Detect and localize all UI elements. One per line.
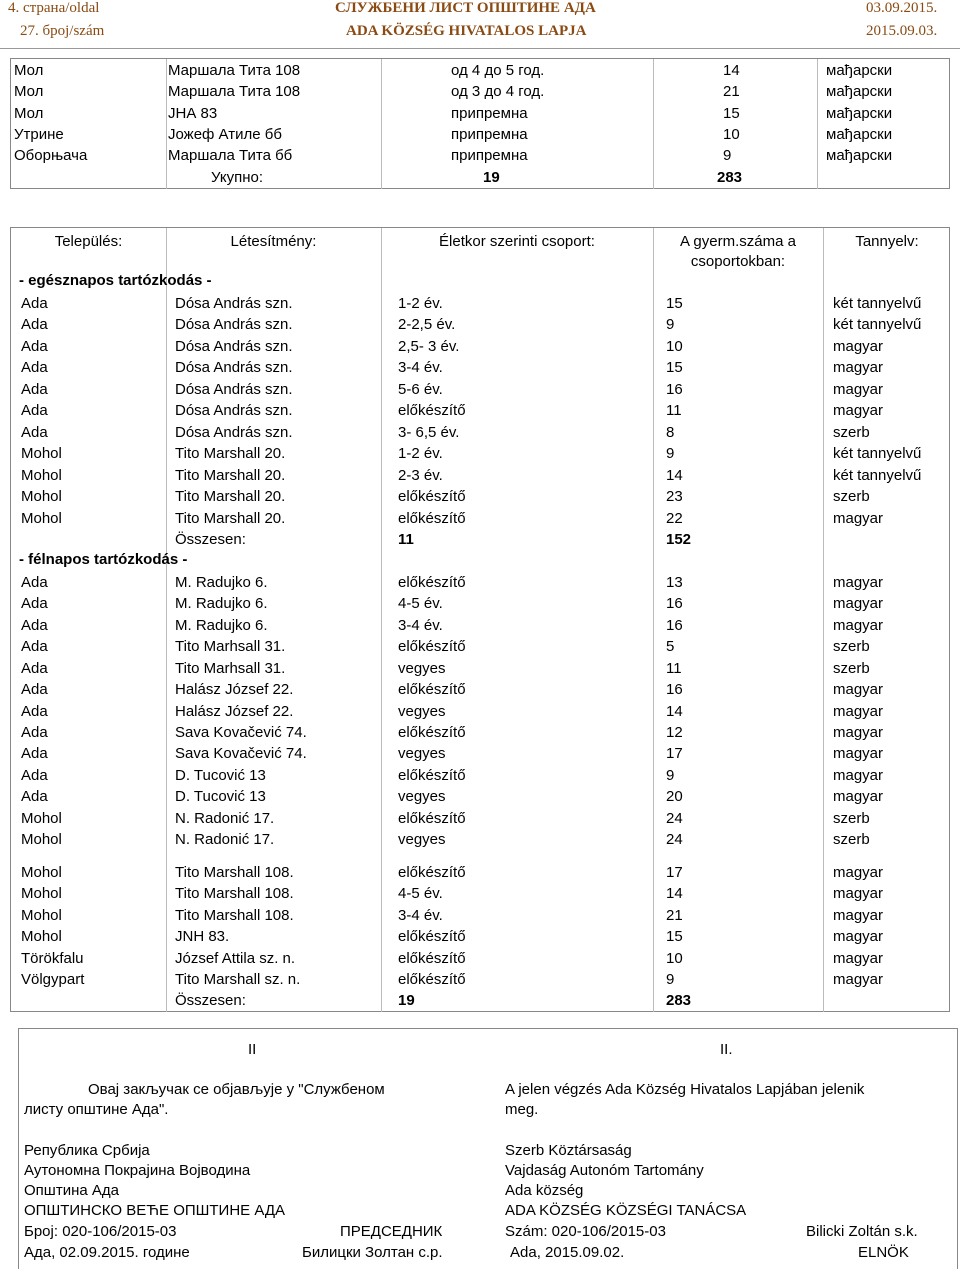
cell-child-count: 15 bbox=[666, 359, 683, 377]
cell-facility: D. Tucović 13 bbox=[175, 766, 266, 784]
cell-language: magyar bbox=[833, 402, 884, 420]
cell-place: Мол bbox=[14, 62, 44, 79]
cell-child-count: 9 bbox=[723, 147, 732, 165]
table-row bbox=[11, 443, 949, 464]
footer-left-line-1: Република Србија bbox=[24, 1142, 150, 1159]
cell-age-group: előkészítő bbox=[398, 970, 466, 988]
cell-place: Mohol bbox=[21, 885, 62, 903]
table-row bbox=[11, 829, 949, 850]
cell-facility: Halász József 22. bbox=[175, 702, 294, 720]
cell-place: Ada bbox=[21, 573, 48, 591]
cell-language: magyar bbox=[833, 906, 884, 924]
footer-left-para-line1: Овај закључак се објављује у "Службеном bbox=[88, 1081, 385, 1098]
cell-child-count: 11 bbox=[666, 402, 682, 420]
footer-left-number-line: Број: 020-106/2015-03 bbox=[24, 1223, 177, 1240]
cell-language: magyar bbox=[833, 702, 884, 720]
total-children: 152 bbox=[666, 530, 692, 548]
table-row bbox=[11, 145, 949, 166]
cell-age-group: előkészítő bbox=[398, 809, 466, 827]
cell-language: két tannyelvű bbox=[833, 295, 922, 312]
cell-child-count: 10 bbox=[723, 125, 740, 143]
footer-left-signature: Билицки Золтан с.р. bbox=[302, 1244, 443, 1261]
footer-right-para-line2: meg. bbox=[505, 1101, 539, 1118]
cell-age-group: 5-6 év. bbox=[398, 380, 443, 398]
table-row bbox=[11, 379, 949, 400]
cell-child-count: 15 bbox=[723, 104, 740, 122]
table-row bbox=[11, 572, 949, 593]
cell-age-group: 3- 6,5 év. bbox=[398, 423, 460, 441]
cell-language: magyar bbox=[833, 885, 884, 903]
cell-child-count: 14 bbox=[666, 466, 683, 484]
cell-child-count: 9 bbox=[666, 445, 675, 463]
cell-language: magyar bbox=[833, 745, 884, 763]
table-row bbox=[11, 400, 949, 421]
table-row bbox=[11, 743, 949, 764]
cell-child-count: 23 bbox=[666, 488, 683, 506]
footer-left-title: ПРЕДСЕДНИК bbox=[340, 1223, 443, 1240]
cell-language: мађарски bbox=[826, 104, 893, 122]
cell-place: Mohol bbox=[21, 863, 62, 881]
footer-left-number: II bbox=[248, 1041, 257, 1058]
cell-age-group: előkészítő bbox=[398, 488, 466, 506]
table-row bbox=[11, 465, 949, 486]
cell-place: Ada bbox=[21, 295, 48, 312]
cell-child-count: 5 bbox=[666, 638, 675, 656]
cell-age-group: előkészítő bbox=[398, 724, 466, 741]
cell-facility: Dósa András szn. bbox=[175, 359, 293, 377]
cell-facility: Halász József 22. bbox=[175, 681, 294, 699]
cell-place: Ada bbox=[21, 423, 48, 441]
cell-place: Ada bbox=[21, 402, 48, 420]
table-row bbox=[11, 786, 949, 807]
cell-child-count: 17 bbox=[666, 745, 683, 763]
cell-age-group: припремна bbox=[451, 104, 528, 122]
table-row bbox=[11, 124, 949, 145]
cell-language: magyar bbox=[833, 863, 884, 881]
cell-facility: Dósa András szn. bbox=[175, 316, 293, 334]
cell-child-count: 21 bbox=[666, 906, 683, 924]
cell-place: Ada bbox=[21, 380, 48, 398]
table-row bbox=[11, 60, 949, 81]
cell-language: magyar bbox=[833, 595, 884, 613]
cell-facility: Sava Kovačević 74. bbox=[175, 745, 307, 763]
cell-child-count: 9 bbox=[666, 766, 675, 784]
table-serbian bbox=[10, 58, 950, 189]
cell-age-group: 4-5 év. bbox=[398, 595, 443, 613]
cell-facility: Tito Marshall 108. bbox=[175, 885, 294, 903]
table-row bbox=[11, 808, 949, 829]
table-row bbox=[11, 636, 949, 657]
cell-child-count: 21 bbox=[723, 83, 740, 101]
cell-child-count: 10 bbox=[666, 949, 683, 967]
page-number: 4. страна/oldal bbox=[8, 0, 100, 16]
cell-facility: N. Radonić 17. bbox=[175, 809, 275, 827]
cell-place: Mohol bbox=[21, 509, 62, 527]
cell-child-count: 17 bbox=[666, 863, 683, 881]
footer-left-line-3: Општина Ада bbox=[24, 1182, 119, 1199]
cell-facility: Tito Marhsall 31. bbox=[175, 638, 286, 656]
cell-language: magyar bbox=[833, 359, 884, 377]
cell-age-group: vegyes bbox=[398, 745, 446, 763]
cell-facility: JNH 83. bbox=[175, 928, 230, 946]
table-row bbox=[11, 658, 949, 679]
journal-title-hungarian: ADA KÖZSÉG HIVATALOS LAPJA bbox=[346, 23, 587, 39]
cell-child-count: 16 bbox=[666, 595, 683, 613]
cell-language: szerb bbox=[833, 488, 870, 506]
cell-child-count: 16 bbox=[666, 380, 683, 398]
cell-place: Ada bbox=[21, 316, 48, 334]
cell-place: Mohol bbox=[21, 809, 62, 827]
final-total-row bbox=[11, 990, 949, 1011]
cell-place: Мол bbox=[14, 104, 44, 122]
cell-place: Ada bbox=[21, 681, 48, 699]
cell-age-group: előkészítő bbox=[398, 681, 466, 699]
table-row bbox=[11, 508, 949, 529]
date-serbian: 03.09.2015. bbox=[866, 0, 938, 16]
cell-language: мађарски bbox=[826, 125, 893, 143]
cell-age-group: előkészítő bbox=[398, 949, 466, 967]
total-label: Összesen: bbox=[175, 530, 246, 548]
footer-right-number-line: Szám: 020-106/2015-03 bbox=[505, 1223, 666, 1240]
cell-age-group: 1-2 év. bbox=[398, 295, 443, 312]
cell-place: Ada bbox=[21, 337, 48, 355]
cell-facility: Јожеф Атиле бб bbox=[168, 125, 282, 143]
cell-language: szerb bbox=[833, 831, 870, 849]
cell-place: Törökfalu bbox=[21, 949, 84, 967]
page-header bbox=[0, 0, 960, 49]
cell-child-count: 8 bbox=[666, 423, 675, 441]
footer-left-para-line2: листу општине Ада". bbox=[24, 1101, 169, 1118]
cell-place: Mohol bbox=[21, 466, 62, 484]
cell-facility: Sava Kovačević 74. bbox=[175, 724, 307, 741]
footer-right-date: Ada, 2015.09.02. bbox=[510, 1244, 625, 1261]
table-row bbox=[11, 357, 949, 378]
cell-place: Mohol bbox=[21, 906, 62, 924]
cell-place: Ada bbox=[21, 745, 48, 763]
total-label: Укупно: bbox=[211, 169, 264, 186]
total-label: Összesen: bbox=[175, 992, 246, 1010]
cell-child-count: 14 bbox=[666, 702, 683, 720]
cell-place: Утрине bbox=[14, 125, 64, 143]
cell-facility: Dósa András szn. bbox=[175, 337, 293, 355]
table-row bbox=[11, 81, 949, 102]
cell-language: két tannyelvű bbox=[833, 445, 922, 463]
cell-facility: Tito Marshall 20. bbox=[175, 445, 286, 463]
cell-age-group: előkészítő bbox=[398, 402, 466, 420]
cell-language: magyar bbox=[833, 949, 884, 967]
table-row bbox=[11, 969, 949, 990]
cell-language: magyar bbox=[833, 616, 884, 634]
cell-facility: M. Radujko 6. bbox=[175, 616, 268, 634]
header-child-count-line2: csoportokban: bbox=[690, 253, 786, 270]
cell-language: magyar bbox=[833, 766, 884, 784]
section-total-row bbox=[11, 529, 949, 550]
cell-child-count: 14 bbox=[666, 885, 683, 903]
header-language: Tannyelv: bbox=[855, 233, 919, 250]
cell-age-group: előkészítő bbox=[398, 928, 466, 946]
cell-facility: Маршала Тита 108 bbox=[168, 62, 301, 79]
table-row bbox=[11, 883, 949, 904]
cell-place: Mohol bbox=[21, 488, 62, 506]
footer-left-line-4: ОПШТИНСКО ВЕЋЕ ОПШТИНЕ АДА bbox=[24, 1202, 286, 1219]
cell-language: magyar bbox=[833, 928, 884, 946]
cell-place: Mohol bbox=[21, 445, 62, 463]
cell-facility: Dósa András szn. bbox=[175, 423, 293, 441]
cell-child-count: 24 bbox=[666, 831, 683, 849]
cell-place: Ada bbox=[21, 595, 48, 613]
cell-facility: N. Radonić 17. bbox=[175, 831, 275, 849]
cell-child-count: 9 bbox=[666, 316, 675, 334]
cell-child-count: 24 bbox=[666, 809, 683, 827]
cell-age-group: 3-4 év. bbox=[398, 616, 443, 634]
cell-facility: József Attila sz. n. bbox=[175, 949, 296, 967]
table-row bbox=[11, 862, 949, 883]
cell-language: szerb bbox=[833, 809, 870, 827]
cell-facility: Tito Marhsall 31. bbox=[175, 659, 286, 677]
footer-right-line-1: Szerb Köztársaság bbox=[505, 1142, 632, 1159]
cell-facility: Dósa András szn. bbox=[175, 380, 293, 398]
cell-age-group: előkészítő bbox=[398, 573, 466, 591]
cell-place: Ada bbox=[21, 788, 48, 806]
total-groups: 19 bbox=[483, 169, 500, 186]
cell-child-count: 15 bbox=[666, 928, 683, 946]
cell-language: magyar bbox=[833, 970, 884, 988]
table-row bbox=[11, 905, 949, 926]
cell-language: szerb bbox=[833, 638, 870, 656]
cell-place: Ada bbox=[21, 359, 48, 377]
cell-facility: Tito Marshall sz. n. bbox=[175, 970, 301, 988]
cell-language: szerb bbox=[833, 423, 870, 441]
table-row bbox=[11, 679, 949, 700]
table-row bbox=[11, 765, 949, 786]
cell-language: magyar bbox=[833, 681, 884, 699]
cell-place: Mohol bbox=[21, 831, 62, 849]
cell-age-group: припремна bbox=[451, 125, 528, 143]
total-groups: 19 bbox=[398, 992, 415, 1010]
footer-right-line-3: Ada község bbox=[505, 1182, 584, 1199]
cell-child-count: 10 bbox=[666, 337, 683, 355]
footer-right-signature: Bilicki Zoltán s.k. bbox=[806, 1223, 918, 1240]
cell-place: Оборњача bbox=[14, 147, 88, 165]
cell-language: szerb bbox=[833, 659, 870, 677]
cell-age-group: 2,5- 3 év. bbox=[398, 337, 460, 355]
cell-language: két tannyelvű bbox=[833, 316, 922, 334]
total-groups: 11 bbox=[398, 530, 414, 548]
header-facility: Létesítmény: bbox=[230, 233, 317, 250]
cell-child-count: 13 bbox=[666, 573, 683, 591]
table-row bbox=[11, 722, 949, 743]
cell-facility: Tito Marshall 20. bbox=[175, 509, 286, 527]
cell-age-group: од 3 до 4 год. bbox=[451, 83, 545, 101]
cell-language: magyar bbox=[833, 788, 884, 806]
table-row bbox=[11, 314, 949, 335]
footer-right-number: II. bbox=[720, 1041, 733, 1058]
table-row bbox=[11, 486, 949, 507]
cell-age-group: 2-3 év. bbox=[398, 466, 443, 484]
cell-child-count: 12 bbox=[666, 724, 683, 741]
footer-right-title: ELNÖK bbox=[858, 1244, 909, 1261]
cell-facility: Маршала Тита 108 bbox=[168, 83, 301, 101]
cell-language: magyar bbox=[833, 724, 884, 741]
cell-language: мађарски bbox=[826, 62, 893, 79]
cell-child-count: 16 bbox=[666, 616, 683, 634]
cell-age-group: előkészítő bbox=[398, 509, 466, 527]
cell-age-group: од 4 до 5 год. bbox=[451, 62, 545, 79]
cell-language: magyar bbox=[833, 380, 884, 398]
cell-age-group: vegyes bbox=[398, 788, 446, 806]
section-title-full-day: - egésznapos tartózkodás - bbox=[19, 272, 212, 289]
cell-child-count: 20 bbox=[666, 788, 683, 806]
total-children: 283 bbox=[666, 992, 692, 1010]
cell-facility: Маршала Тита бб bbox=[168, 147, 293, 165]
table-row bbox=[11, 293, 949, 314]
header-age-group: Életkor szerinti csoport: bbox=[439, 233, 595, 250]
cell-age-group: előkészítő bbox=[398, 766, 466, 784]
footer-right-para-line1: A jelen végzés Ada Község Hivatalos Lapjában jelenik bbox=[505, 1081, 865, 1098]
issue-number: 27. број/szám bbox=[20, 23, 105, 39]
footer-right-line-2: Vajdaság Autonóm Tartomány bbox=[505, 1162, 704, 1179]
header-place: Település: bbox=[54, 233, 123, 250]
footer-left-line-2: Аутономна Покрајина Војводина bbox=[24, 1162, 251, 1179]
cell-age-group: 3-4 év. bbox=[398, 906, 443, 924]
cell-age-group: припремна bbox=[451, 147, 528, 165]
cell-age-group: 3-4 év. bbox=[398, 359, 443, 377]
cell-age-group: vegyes bbox=[398, 831, 446, 849]
cell-facility: Tito Marshall 108. bbox=[175, 863, 294, 881]
cell-age-group: előkészítő bbox=[398, 863, 466, 881]
cell-child-count: 15 bbox=[666, 295, 683, 312]
date-hungarian: 2015.09.03. bbox=[866, 23, 938, 39]
cell-facility: M. Radujko 6. bbox=[175, 595, 268, 613]
footer-left-date: Ада, 02.09.2015. године bbox=[24, 1244, 190, 1261]
section-title-half-day: - félnapos tartózkodás - bbox=[19, 551, 188, 569]
table-row bbox=[11, 336, 949, 357]
cell-child-count: 11 bbox=[666, 659, 682, 677]
table-row bbox=[11, 615, 949, 636]
cell-age-group: előkészítő bbox=[398, 638, 466, 656]
cell-place: Ada bbox=[21, 659, 48, 677]
header-child-count bbox=[653, 232, 823, 272]
cell-language: magyar bbox=[833, 509, 884, 527]
cell-language: magyar bbox=[833, 337, 884, 355]
cell-age-group: 4-5 év. bbox=[398, 885, 443, 903]
cell-place: Ada bbox=[21, 724, 48, 741]
cell-facility: Dósa András szn. bbox=[175, 295, 293, 312]
cell-child-count: 16 bbox=[666, 681, 683, 699]
cell-facility: Tito Marshall 20. bbox=[175, 466, 286, 484]
cell-place: Völgypart bbox=[21, 970, 85, 988]
table-total-row bbox=[11, 167, 949, 188]
total-children: 283 bbox=[717, 169, 743, 186]
table-row bbox=[11, 926, 949, 947]
cell-age-group: vegyes bbox=[398, 702, 446, 720]
footer-right-line-4: ADA KÖZSÉG KÖZSÉGI TANÁCSA bbox=[505, 1202, 747, 1219]
cell-place: Ada bbox=[21, 766, 48, 784]
table-hungarian bbox=[10, 227, 950, 1012]
journal-title-serbian: СЛУЖБЕНИ ЛИСТ ОПШТИНЕ АДА bbox=[335, 0, 596, 16]
cell-child-count: 14 bbox=[723, 62, 740, 79]
cell-place: Ada bbox=[21, 702, 48, 720]
table-row bbox=[11, 948, 949, 969]
cell-place: Ada bbox=[21, 616, 48, 634]
cell-facility: Tito Marshall 20. bbox=[175, 488, 286, 506]
cell-language: мађарски bbox=[826, 147, 893, 165]
cell-place: Мол bbox=[14, 83, 44, 101]
table-row bbox=[11, 103, 949, 124]
cell-language: két tannyelvű bbox=[833, 466, 922, 484]
cell-language: мађарски bbox=[826, 83, 893, 101]
cell-place: Mohol bbox=[21, 928, 62, 946]
cell-age-group: 2-2,5 év. bbox=[398, 316, 456, 334]
cell-age-group: 1-2 év. bbox=[398, 445, 443, 463]
table-row bbox=[11, 701, 949, 722]
cell-facility: D. Tucović 13 bbox=[175, 788, 266, 806]
cell-facility: M. Radujko 6. bbox=[175, 573, 268, 591]
cell-language: magyar bbox=[833, 573, 884, 591]
cell-facility: ЈНА 83 bbox=[168, 104, 218, 122]
cell-facility: Tito Marshall 108. bbox=[175, 906, 294, 924]
cell-age-group: vegyes bbox=[398, 659, 446, 677]
cell-child-count: 9 bbox=[666, 970, 675, 988]
cell-child-count: 22 bbox=[666, 509, 683, 527]
table-row bbox=[11, 422, 949, 443]
table-row bbox=[11, 593, 949, 614]
header-child-count-line1: A gyerm.száma a bbox=[680, 233, 796, 250]
cell-facility: Dósa András szn. bbox=[175, 402, 293, 420]
cell-place: Ada bbox=[21, 638, 48, 656]
